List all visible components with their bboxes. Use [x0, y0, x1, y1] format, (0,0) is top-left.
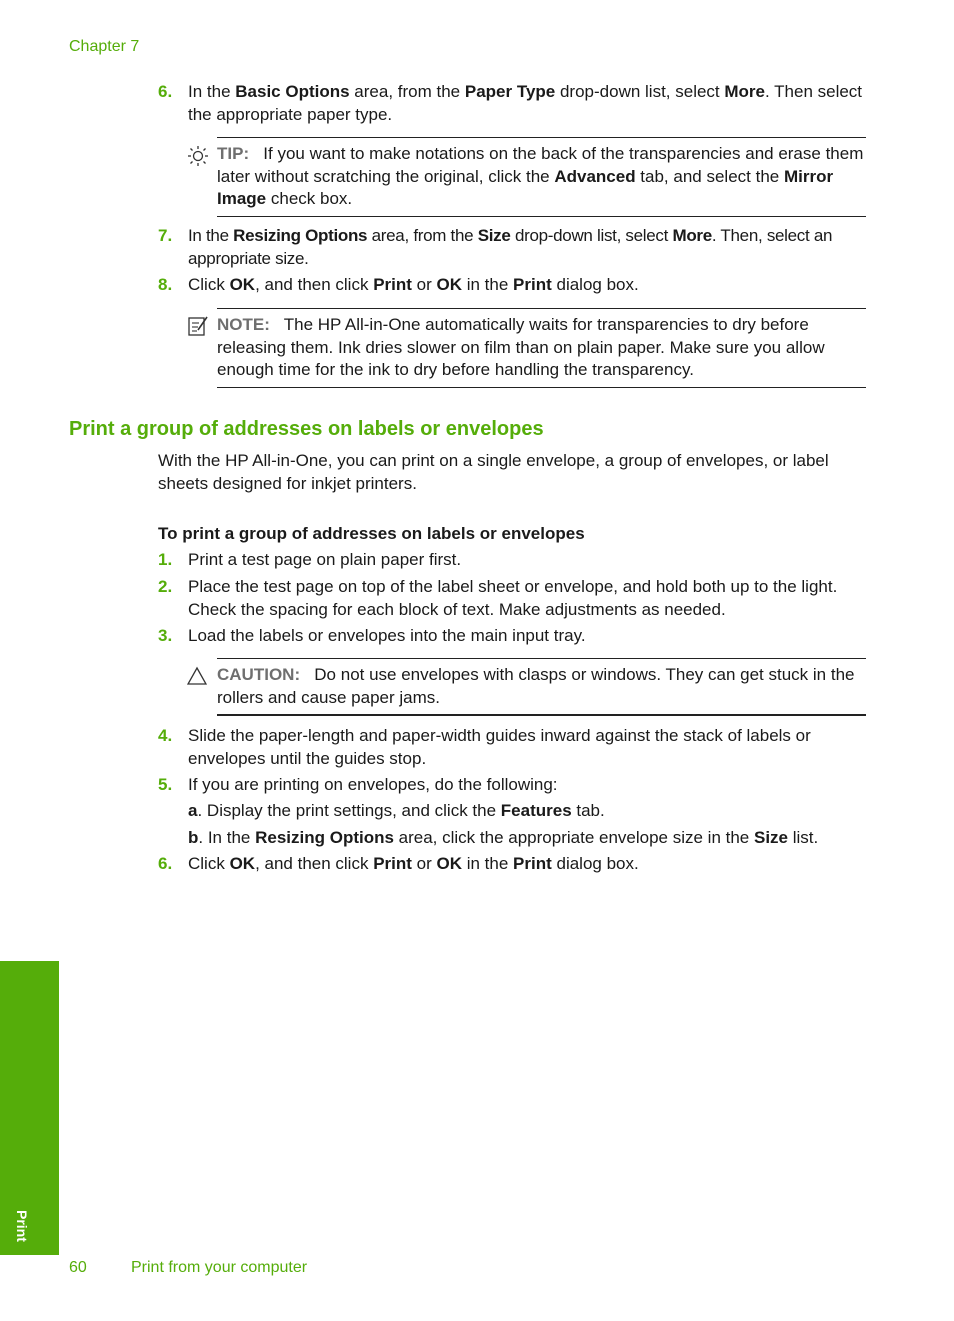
proc-step-6	[158, 853, 868, 876]
proc-step-4	[158, 725, 868, 770]
tip-label: TIP:	[217, 144, 250, 163]
sub-step-b: b. In the Resizing Options area, click the appropriate envelope size in the Size list.	[188, 828, 819, 847]
step-text: Slide the paper-length and paper-width guides inward against the stack of labels or envelopes until the guides stop.	[188, 726, 811, 768]
step-text: In the Basic Options area, from the Paper Type drop-down list, select More. Then select the appropriate paper type.	[188, 82, 863, 124]
step-number: 6.	[158, 82, 173, 101]
step-text: Click OK, and then click Print or OK in the Print dialog box.	[188, 275, 639, 294]
caution-label: CAUTION:	[217, 665, 301, 684]
section-heading: Print a group of addresses on labels or envelopes	[69, 418, 544, 440]
note-pencil-icon	[187, 315, 209, 344]
note-label: NOTE:	[217, 315, 270, 334]
step-number: 3.	[158, 626, 173, 645]
proc-step-1	[158, 549, 868, 572]
section-intro: With the HP All-in-One, you can print on a single envelope, a group of envelopes, or label sheets designed for inkjet printers.	[158, 451, 829, 493]
tip-box: TIP: If you want to make notations on the back of the transparencies and erase them later without scratching the original, click the Advanced tab, and select the Mirror Image check box.	[217, 137, 866, 217]
footer-title: Print from your computer	[131, 1259, 308, 1276]
proc-step-5	[158, 774, 868, 797]
step-8-print	[158, 274, 868, 297]
lightbulb-icon	[187, 145, 209, 174]
step-text: Print a test page on plain paper first.	[188, 550, 462, 569]
step-number: 6.	[158, 854, 173, 873]
proc-step-3	[158, 625, 868, 648]
caution-box: CAUTION: Do not use envelopes with clasps or windows. They can get stuck in the rollers and cause paper jams.	[217, 658, 866, 716]
step-text: Place the test page on top of the label sheet or envelope, and hold both up to the light. Check the spacing for each block of text. Make adjustments as needed.	[188, 577, 838, 619]
step-text: In the Resizing Options area, from the Size drop-down list, select More. Then, select an appropriate size.	[188, 226, 833, 268]
proc-step-2	[158, 576, 868, 621]
step-6-paper-type	[158, 81, 868, 126]
sub-step-a: a. Display the print settings, and click the Features tab.	[188, 801, 605, 820]
step-text: If you are printing on envelopes, do the following:	[188, 775, 558, 794]
step-text: Load the labels or envelopes into the main input tray.	[188, 626, 586, 645]
note-box: NOTE: The HP All-in-One automatically waits for transparencies to dry before releasing them. Ink dries slower on film than on plain paper. Make sure you allow enough time for the ink to dry before handling the transparency.	[217, 308, 866, 388]
step-number: 1.	[158, 550, 173, 569]
step-text: Click OK, and then click Print or OK in the Print dialog box.	[188, 854, 639, 873]
step-number: 7.	[158, 226, 173, 245]
page-number: 60	[69, 1259, 87, 1276]
procedure-title: To print a group of addresses on labels or envelopes	[158, 524, 585, 543]
step-number: 2.	[158, 577, 173, 596]
caution-triangle-icon	[187, 666, 207, 693]
step-number: 4.	[158, 726, 173, 745]
step-number: 5.	[158, 775, 173, 794]
step-7-size	[158, 225, 868, 270]
side-tab-label: Print	[14, 1210, 30, 1242]
step-number: 8.	[158, 275, 173, 294]
chapter-label: Chapter 7	[69, 38, 140, 55]
